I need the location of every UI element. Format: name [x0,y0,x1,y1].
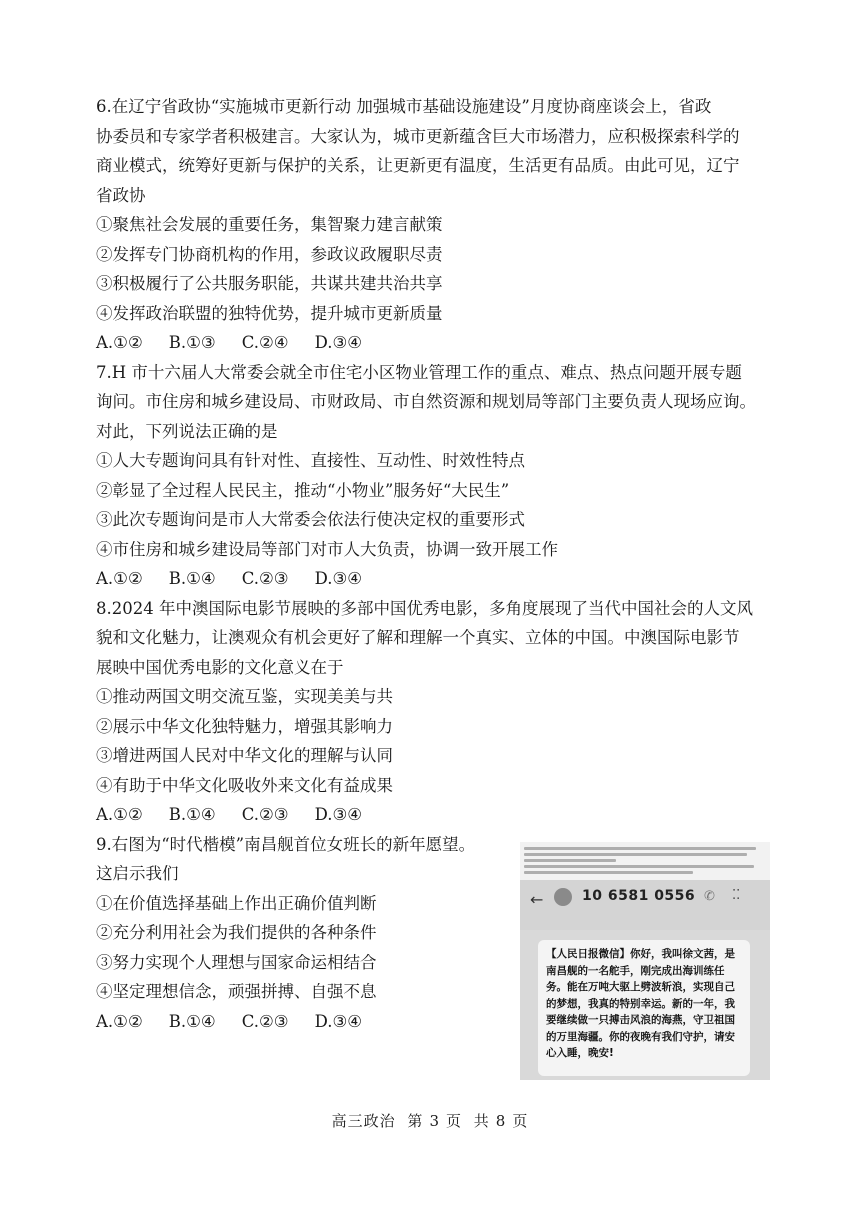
q9-option-1: ①在价值选择基础上作出正确价值判断 [96,893,377,913]
q9-answer-a: A.①② [96,1011,143,1031]
sms-header [520,880,770,930]
q8-answer-d: D.③④ [314,805,363,824]
blurred-caption-text [520,842,770,880]
q6-stem-line: 协委员和专家学者积极建言。大家认为，城市更新蕴含巨大市场潜力，应积极探索科学的 [96,126,740,146]
question-6 [96,92,776,358]
q7-option-3: ③此次专题询问是市人大常委会依法行使决定权的重要形式 [96,510,525,529]
footer-total-pages: 8 [495,1112,507,1130]
footer-page-unit: 页 [445,1112,462,1130]
q7-answer-b: B.①④ [168,569,216,588]
q6-answer-d: D.③④ [314,333,363,352]
q8-answer-c: C.②③ [241,805,289,824]
q8-stem-line: 展映中国优秀电影的文化意义在于 [96,657,344,677]
q6-option-4: ④发挥政治联盟的独特优势，提升城市更新质量 [96,303,443,323]
q6-option-3: ③积极履行了公共服务职能，共谋共建共治共享 [96,274,443,293]
sms-message-bubble: 【人民日报微信】你好，我叫徐文茜，是南昌舰的一名舵手，刚完成出海训练任务。能在万吨大驱上劈波斩浪，实现自己的梦想，我真的特别幸运。新的一年，我要继续做一只搏击风浪的海燕，守卫祖国的万里海疆。你的夜晚有我们守护，请安心入睡，晚安! [538,940,750,1076]
page-footer [0,1110,860,1131]
footer-subject: 高三政治 [331,1112,396,1130]
q7-stem-line: 7.H 市十六届人大常委会就全市住宅小区物业管理工作的重点、难点、热点问题开展专题 [96,362,742,382]
footer-total-prefix: 共 [473,1112,490,1130]
q6-answer-choices [96,328,776,358]
q6-stem-line: 商业模式，统筹好更新与保护的关系，让更新更有温度，生活更有品质。由此可见，辽宁 [96,156,740,175]
q6-stem-line: 省政协 [96,185,146,205]
q8-stem-line: 8.2024 年中澳国际电影节展映的多部中国优秀电影，多角度展现了当代中国社会的人文风 [96,598,753,618]
footer-page-prefix: 第 [407,1112,424,1130]
q6-answer-b: B.①③ [168,333,216,352]
q7-option-2: ②彰显了全过程人民民主，推动“小物业”服务好“大民生” [96,480,510,500]
avatar-icon [554,888,572,906]
q7-option-4: ④市住房和城乡建设局等部门对市人大负责，协调一致开展工作 [96,539,558,559]
q7-stem-line: 对此，下列说法正确的是 [96,421,278,441]
sender-number: 10 6581 0556 [582,888,696,904]
q6-answer-c: C.②④ [241,333,289,352]
question-8 [96,594,776,830]
question-9 [96,830,516,1037]
q8-option-3: ③增进两国人民对中华文化的理解与认同 [96,746,393,765]
arrow-left-icon: ← [530,890,544,909]
q9-option-2: ②充分利用社会为我们提供的各种条件 [96,923,377,942]
q9-option-3: ③努力实现个人理想与国家命运相结合 [96,952,377,972]
q9-answer-b: B.①④ [168,1011,216,1031]
q8-answer-b: B.①④ [168,805,216,824]
q8-option-1: ①推动两国文明交流互鉴，实现美美与共 [96,687,393,706]
q6-option-2: ②发挥专门协商机构的作用，参政议政履职尽责 [96,244,443,264]
sms-screenshot-figure [520,842,770,1080]
footer-page-number: 3 [429,1112,440,1130]
q8-answer-a: A.①② [96,805,143,824]
q8-option-2: ②展示中华文化独特魅力，增强其影响力 [96,716,393,736]
q6-stem-line: 6.在辽宁省政协“实施城市更新行动 加强城市基础设施建设”月度协商座谈会上，省政 [96,97,712,116]
q8-option-4: ④有助于中华文化吸收外来文化有益成果 [96,775,393,795]
phone-icon: ✆ [704,889,715,904]
q7-answer-a: A.①② [96,569,143,588]
q6-option-1: ①聚焦社会发展的重要任务，集智聚力建言献策 [96,215,443,234]
q9-answer-c: C.②③ [241,1011,289,1031]
q8-stem-line: 貌和文化魅力，让澳观众有机会更好了解和理解一个真实、立体的中国。中澳国际电影节 [96,628,740,647]
q7-answer-c: C.②③ [241,569,289,588]
question-7 [96,358,776,594]
q9-stem-line: 9.右图为“时代楷模”南昌舰首位女班长的新年愿望。 [96,834,476,854]
q7-stem-line: 询问。市住房和城乡建设局、市财政局、市自然资源和规划局等部门主要负责人现场应询。 [96,392,756,411]
q9-stem-line: 这启示我们 [96,864,179,883]
q7-answer-d: D.③④ [314,569,363,588]
q6-answer-a: A.①② [96,333,143,352]
q7-answer-choices [96,564,776,594]
q9-answer-choices [96,1007,516,1037]
q8-answer-choices [96,800,776,830]
q9-answer-d: D.③④ [314,1011,363,1031]
q7-option-1: ①人大专题询问具有针对性、直接性、互动性、时效性特点 [96,451,525,470]
q9-option-4: ④坚定理想信念，顽强拼搏、自强不息 [96,982,377,1001]
more-icon: ⁚⁚ [732,888,741,903]
footer-total-unit: 页 [512,1112,529,1130]
